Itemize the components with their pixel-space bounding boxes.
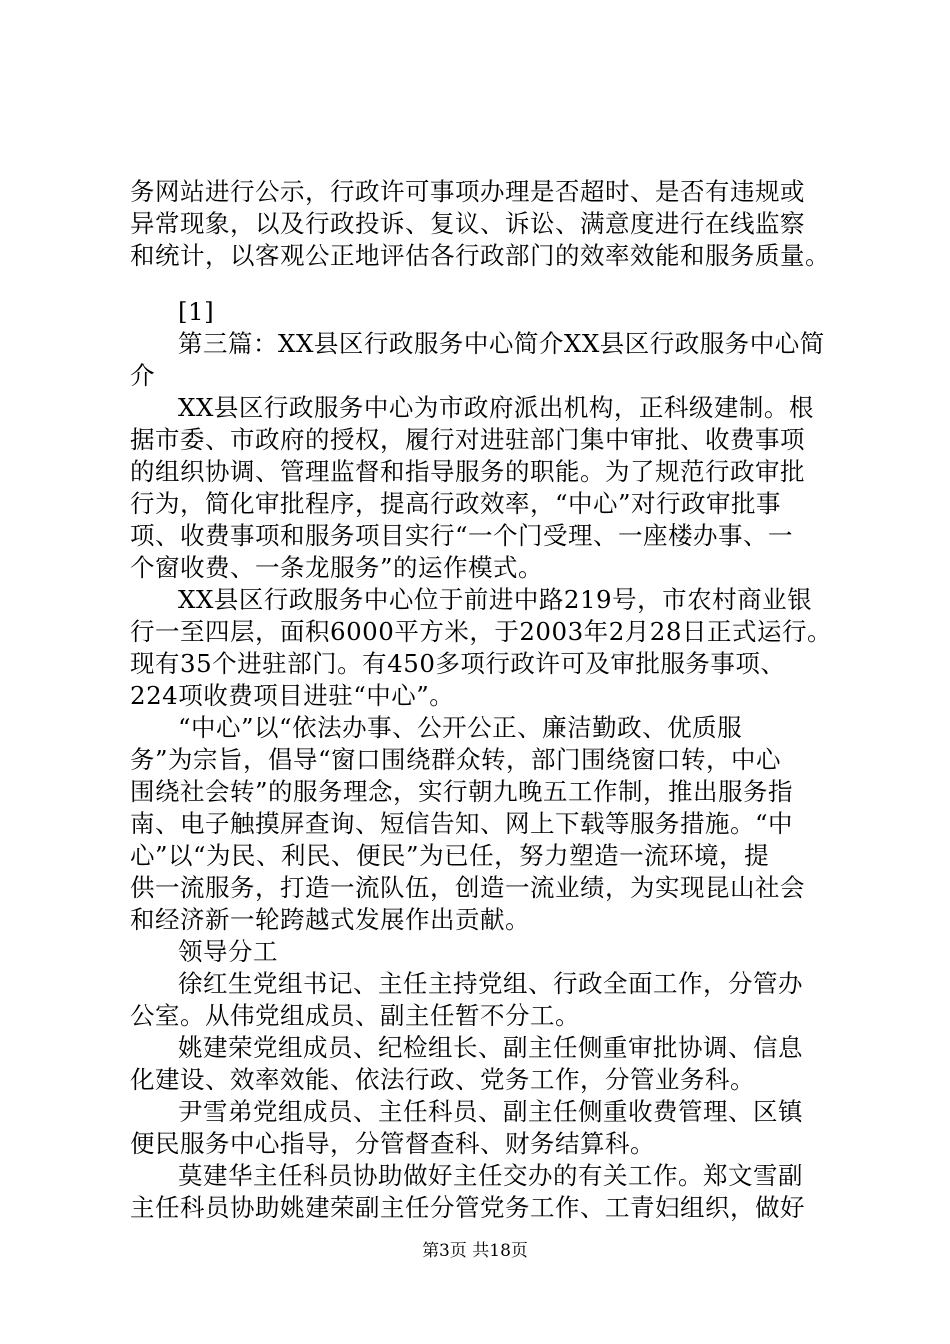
text-line: 徐红生党组书记、主任主持党组、行政全面工作，分管办 [178, 969, 803, 998]
reference-marker: [1] [178, 297, 215, 326]
text-line: “中心”以“依法办事、公开公正、廉洁勤政、优质服 [178, 713, 743, 742]
text-line: 主任科员协助姚建荣副主任分管党务工作、工青妇组织，做好 [130, 1193, 805, 1222]
text-line: 和统计，以客观公正地评估各行政部门的效率效能和服务质量。 [130, 241, 830, 270]
page-number-footer: 第3页 共18页 [422, 1241, 528, 1261]
text-line: 224项收费项目进驻“中心”。 [130, 681, 455, 710]
text-line: 供一流服务，打造一流队伍，创造一流业绩，为实现昆山社会 [130, 873, 805, 902]
subheading-leadership: 领导分工 [178, 937, 278, 966]
text-line: 现有35个进驻部门。有450多项行政许可及审批服务事项、 [130, 649, 786, 678]
text-line: 莫建华主任科员协助做好主任交办的有关工作。郑文雪副 [178, 1161, 803, 1190]
text-line: 的组织协调、管理监督和指导服务的职能。为了规范行政审批 [130, 457, 805, 486]
text-line: 尹雪弟党组成员、主任科员、副主任侧重收费管理、区镇 [178, 1097, 803, 1126]
section-heading-continued: 介 [130, 361, 155, 390]
text-line: 行为，简化审批程序，提高行政效率，“中心”对行政审批事 [130, 489, 782, 518]
text-line: 个窗收费、一条龙服务”的运作模式。 [130, 553, 544, 582]
text-line: 南、电子触摸屏查询、短信告知、网上下载等服务措施。“中 [130, 809, 794, 838]
text-line: XX县区行政服务中心位于前进中路219号，市农村商业银 [178, 585, 813, 614]
text-line: 异常现象，以及行政投诉、复议、诉讼、满意度进行在线监察 [130, 209, 805, 238]
text-line: 化建设、效率效能、依法行政、党务工作，分管业务科。 [130, 1065, 755, 1094]
text-line: 据市委、市政府的授权，履行对进驻部门集中审批、收费事项 [130, 425, 805, 454]
text-line: 心”以“为民、利民、便民”为已任，努力塑造一流环境，提 [130, 841, 770, 870]
text-line: 公室。从伟党组成员、副主任暂不分工。 [130, 1001, 580, 1030]
text-line: 行一至四层，面积6000平方米，于2003年2月28日正式运行。 [130, 617, 832, 646]
text-line: 围绕社会转”的服务理念，实行朝九晚五工作制，推出服务指 [130, 777, 794, 806]
text-line: 项、收费事项和服务项目实行“一个门受理、一座楼办事、一 [130, 521, 794, 550]
section-heading: 第三篇：XX县区行政服务中心简介XX县区行政服务中心简 [178, 329, 825, 358]
text-line: 务网站进行公示，行政许可事项办理是否超时、是否有违规或 [130, 177, 805, 206]
text-line: 姚建荣党组成员、纪检组长、副主任侧重审批协调、信息 [178, 1033, 803, 1062]
text-line: 和经济新一轮跨越式发展作出贡献。 [130, 905, 530, 934]
text-line: 务”为宗旨，倡导“窗口围绕群众转，部门围绕窗口转，中心 [130, 745, 782, 774]
text-line: 便民服务中心指导，分管督查科、财务结算科。 [130, 1129, 655, 1158]
text-line: XX县区行政服务中心为市政府派出机构，正科级建制。根 [178, 393, 814, 422]
